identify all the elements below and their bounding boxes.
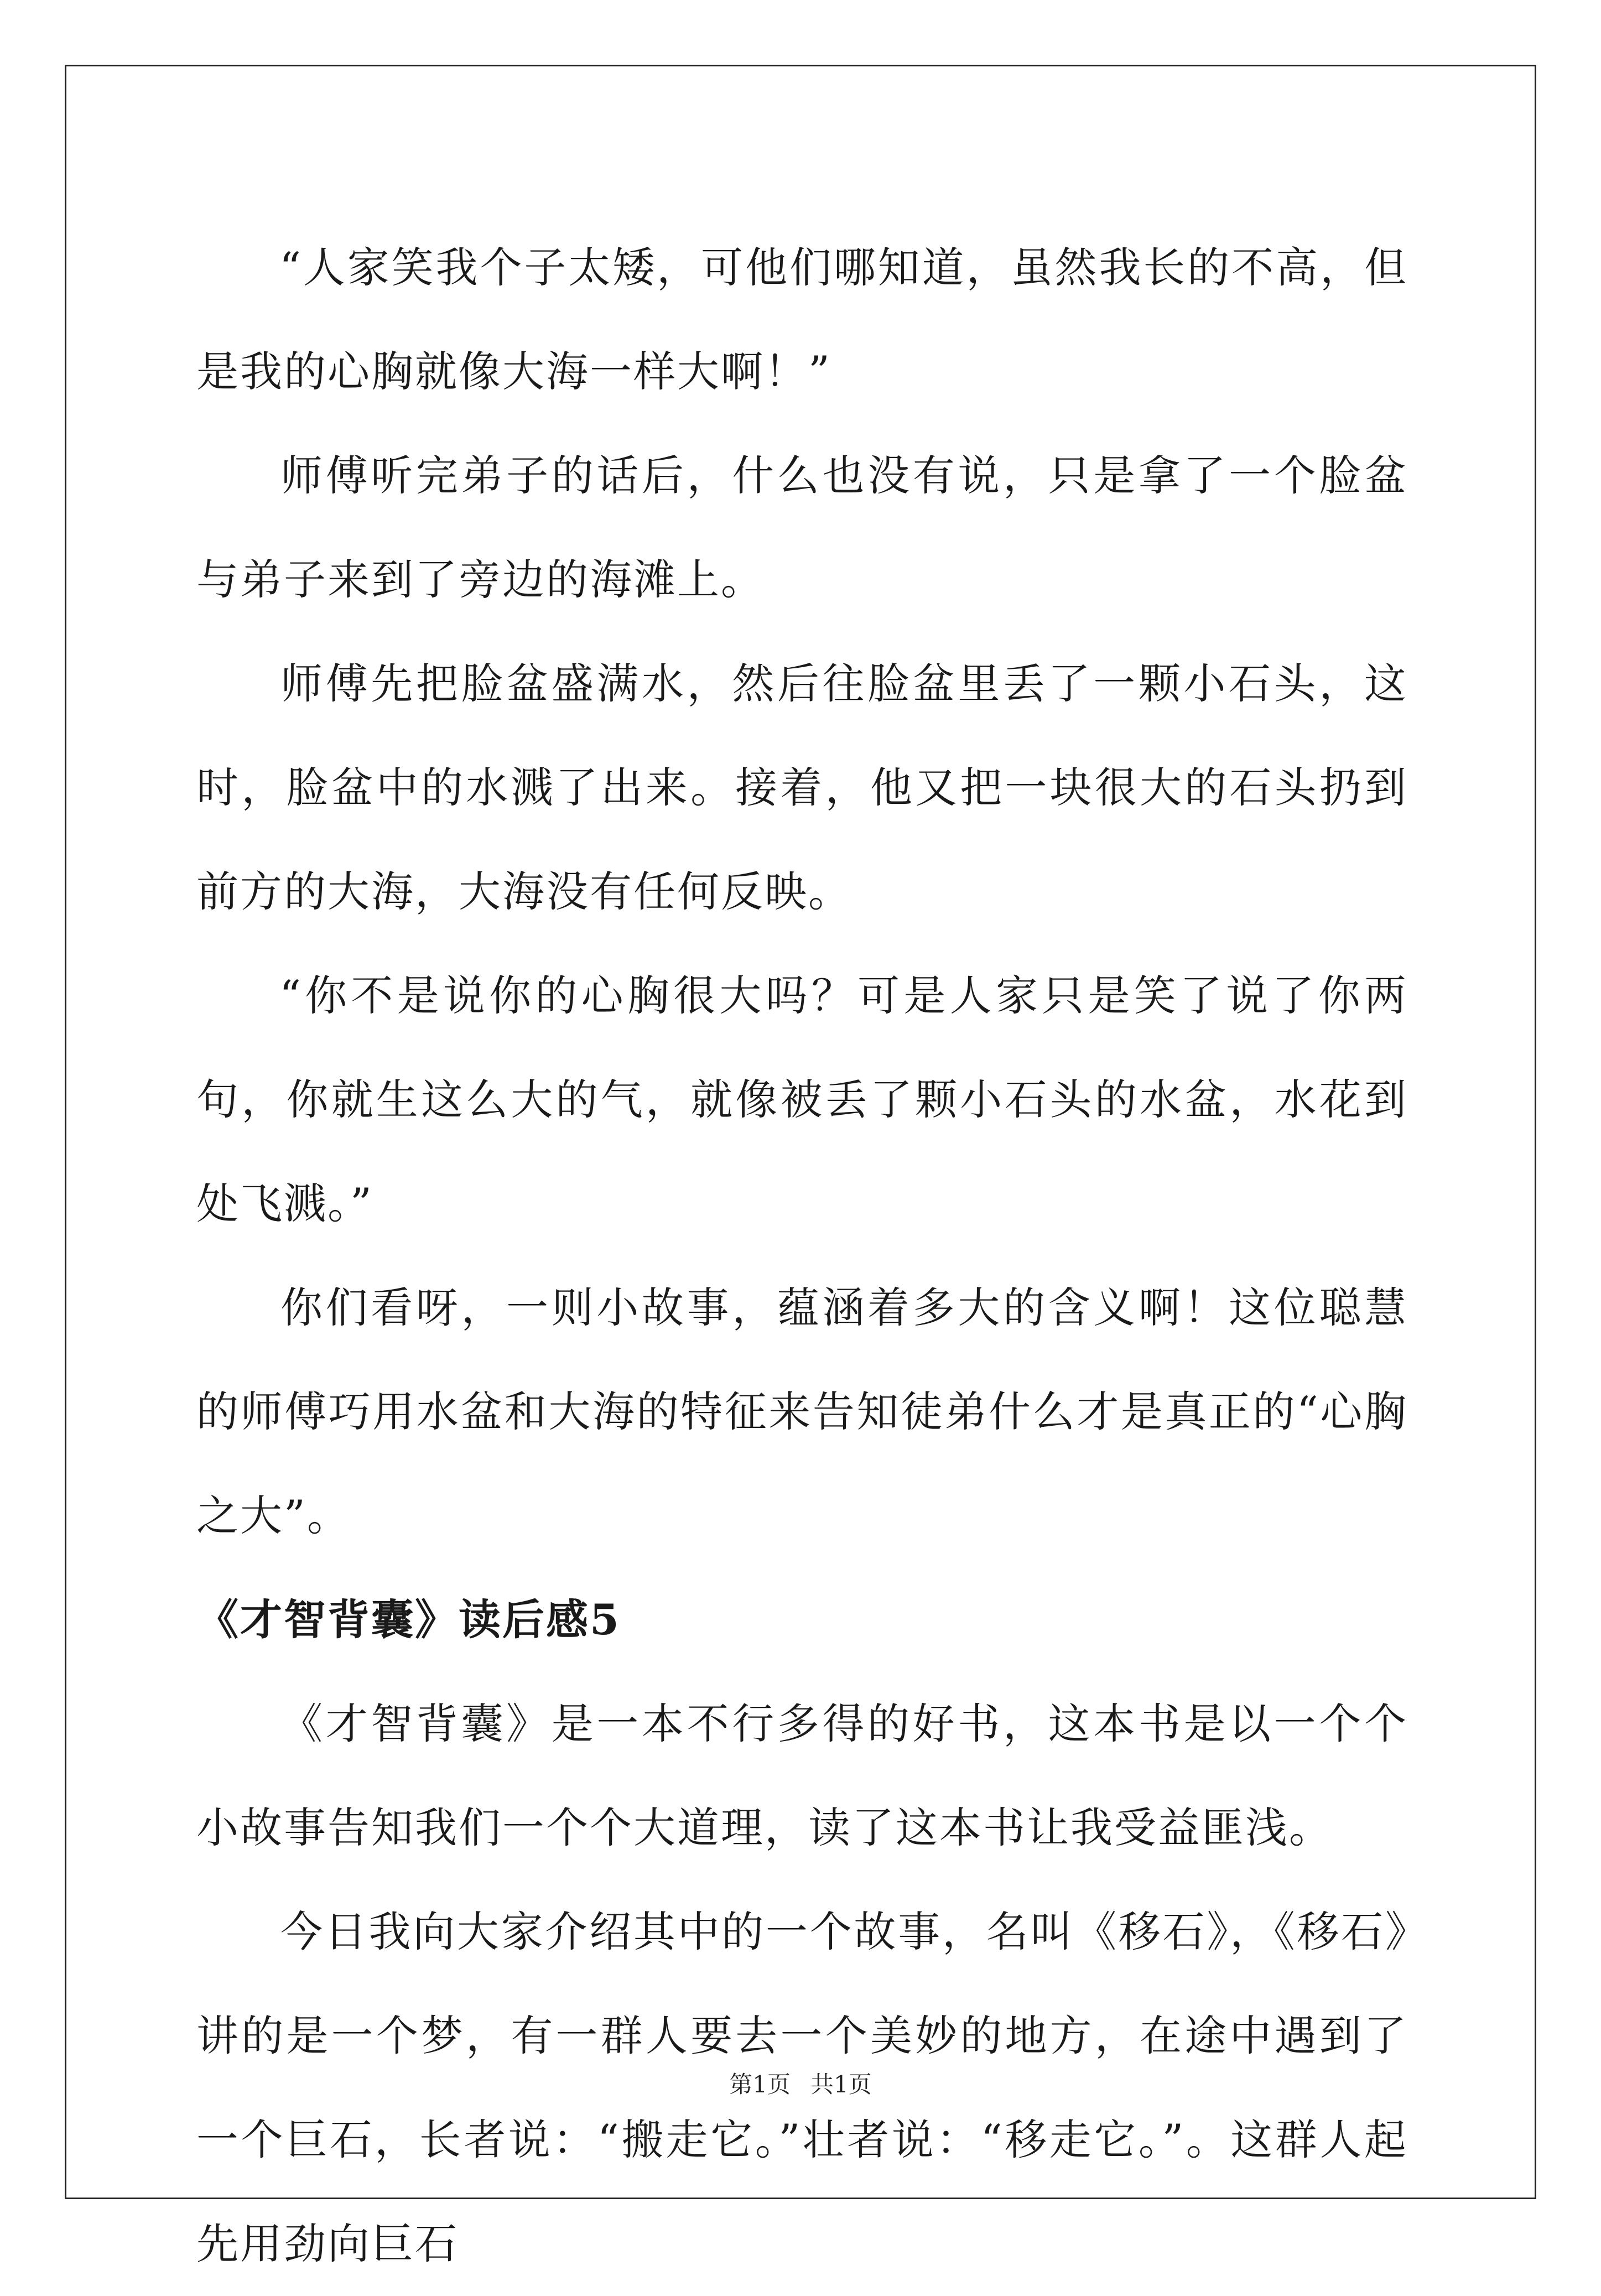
document-body	[196, 216, 1408, 2296]
paragraph-3: 师傅先把脸盆盛满水，然后往脸盆里丢了一颗小石头，这时，脸盆中的水溅了出来。接着，他又把一块很大的石头扔到前方的大海，大海没有任何反映。	[196, 659, 1408, 916]
paragraph-2: 师傅听完弟子的话后，什么也没有说，只是拿了一个脸盆与弟子来到了旁边的海滩上。	[196, 451, 1408, 604]
section-paragraph-1: 《才智背囊》是一本不行多得的好书，这本书是以一个个小故事告知我们一个个大道理，读了这本书让我受益匪浅。	[196, 1699, 1408, 1852]
paragraph-quote-1: “人家笑我个子太矮，可他们哪知道，虽然我长的不高，但是我的心胸就像大海一样大啊！”	[196, 243, 1408, 396]
paragraph-quote-4: “你不是说你的心胸很大吗？可是人家只是笑了说了你两句，你就生这么大的气，就像被丢了颗小石头的水盆，水花到处飞溅。”	[196, 971, 1408, 1228]
page-footer	[0, 2068, 1601, 2101]
page-number-total: 共1页	[810, 2071, 872, 2098]
section-heading: 《才智背囊》读后感5	[196, 1595, 621, 1644]
paragraph-5: 你们看呀，一则小故事，蕴涵着多大的含义啊！这位聪慧的师傅巧用水盆和大海的特征来告知徒弟什么才是真正的“心胸之大”。	[196, 1283, 1408, 1540]
section-paragraph-2: 今日我向大家介绍其中的一个故事，名叫《移石》，《移石》讲的是一个梦，有一群人要去一个美妙的地方，在途中遇到了一个巨石，长者说：“搬走它。”壮者说：“移走它。”。这群人起先用劲向巨石	[196, 1907, 1408, 2268]
page-number-current: 第1页	[729, 2071, 791, 2098]
